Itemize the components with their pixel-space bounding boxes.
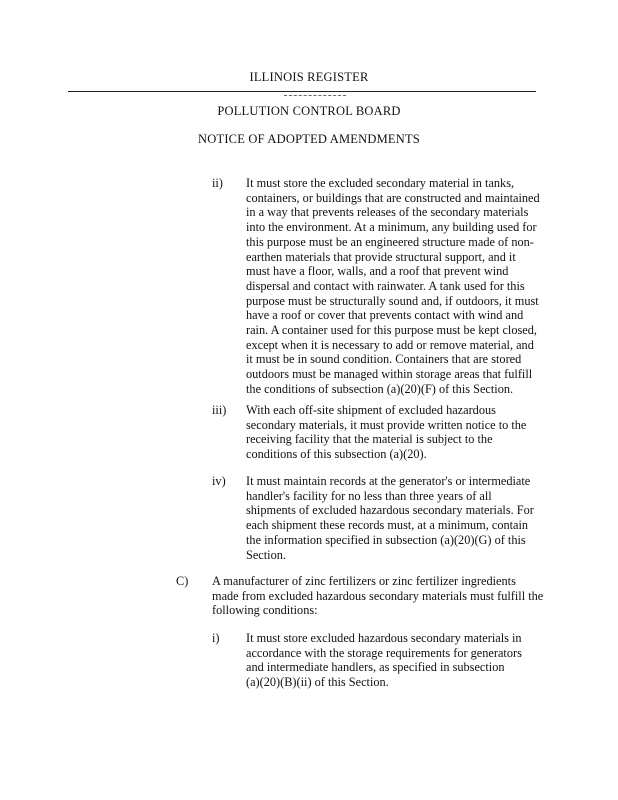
text-line: each shipment these records must, at a minimum, contain [246, 518, 529, 533]
text-line: A manufacturer of zinc fertilizers or zinc fertilizer ingredients [212, 574, 516, 588]
text-line: in a way that prevents releases of the secondary materials [246, 205, 529, 220]
text-line: purpose must be structurally sound and, if outdoors, it must [246, 293, 539, 308]
item-number: ii) [212, 176, 223, 190]
text-line: into the environment. At a minimum, any building used for [246, 220, 537, 235]
text-line: earthen materials that provide structural support, and it [246, 249, 516, 264]
text-line: secondary materials, it must provide written notice to the [246, 417, 527, 432]
item-number: C) [176, 574, 189, 588]
text-line: it must be in sound condition. Containers that are stored [246, 352, 522, 367]
item-text [246, 474, 534, 562]
text-line: It must maintain records at the generator's or intermediate [246, 474, 531, 488]
text-line: have a roof or cover that prevents contact with wind and [246, 308, 524, 323]
board-name: POLLUTION CONTROL BOARD [217, 104, 401, 118]
item-text [246, 403, 526, 462]
item-number: iv) [212, 474, 226, 488]
text-line: accordance with the storage requirements for generators [246, 645, 522, 660]
text-line: With each off-site shipment of excluded hazardous [246, 403, 496, 417]
text-line: conditions of this subsection (a)(20). [246, 447, 427, 462]
item-number: i) [212, 631, 220, 645]
text-line: (a)(20)(B)(ii) of this Section. [246, 675, 389, 690]
header-rule-mark [284, 95, 346, 96]
text-line: It must store the excluded secondary material in tanks, [246, 176, 515, 190]
text-line: dispersal and contact with rainwater. A tank used for this [246, 278, 525, 293]
item-text [246, 176, 540, 397]
text-line: Section. [246, 547, 286, 562]
text-line: this purpose must be an engineered structure made of non- [246, 234, 534, 249]
item-text [246, 631, 522, 690]
text-line: except when it is necessary to add or remove material, and [246, 337, 534, 352]
text-line: must have a floor, walls, and a roof that prevent wind [246, 264, 509, 279]
text-line: containers, or buildings that are constructed and maintained [246, 190, 540, 205]
text-line: following conditions: [212, 603, 318, 618]
notice-title: NOTICE OF ADOPTED AMENDMENTS [198, 132, 420, 146]
text-line: rain. A container used for this purpose must be kept closed, [246, 323, 537, 338]
text-line: It must store excluded hazardous secondary materials in [246, 631, 522, 645]
text-line: handler's facility for no less than three years of all [246, 488, 492, 503]
text-line: outdoors must be managed within storage areas that fulfill [246, 367, 533, 382]
item-text [212, 574, 543, 618]
text-line: and intermediate handlers, as specified in subsection [246, 660, 505, 675]
text-line: shipments of excluded hazardous secondary materials. For [246, 503, 534, 518]
text-line: receiving facility that the material is subject to the [246, 432, 493, 447]
text-line: the information specified in subsection (a)(20)(G) of this [246, 532, 526, 547]
item-number: iii) [212, 403, 227, 417]
text-line: the conditions of subsection (a)(20)(F) of this Section. [246, 381, 514, 396]
register-title: ILLINOIS REGISTER [249, 70, 369, 84]
text-line: made from excluded hazardous secondary materials must fulfill the [212, 588, 544, 603]
header-rule [68, 91, 536, 92]
